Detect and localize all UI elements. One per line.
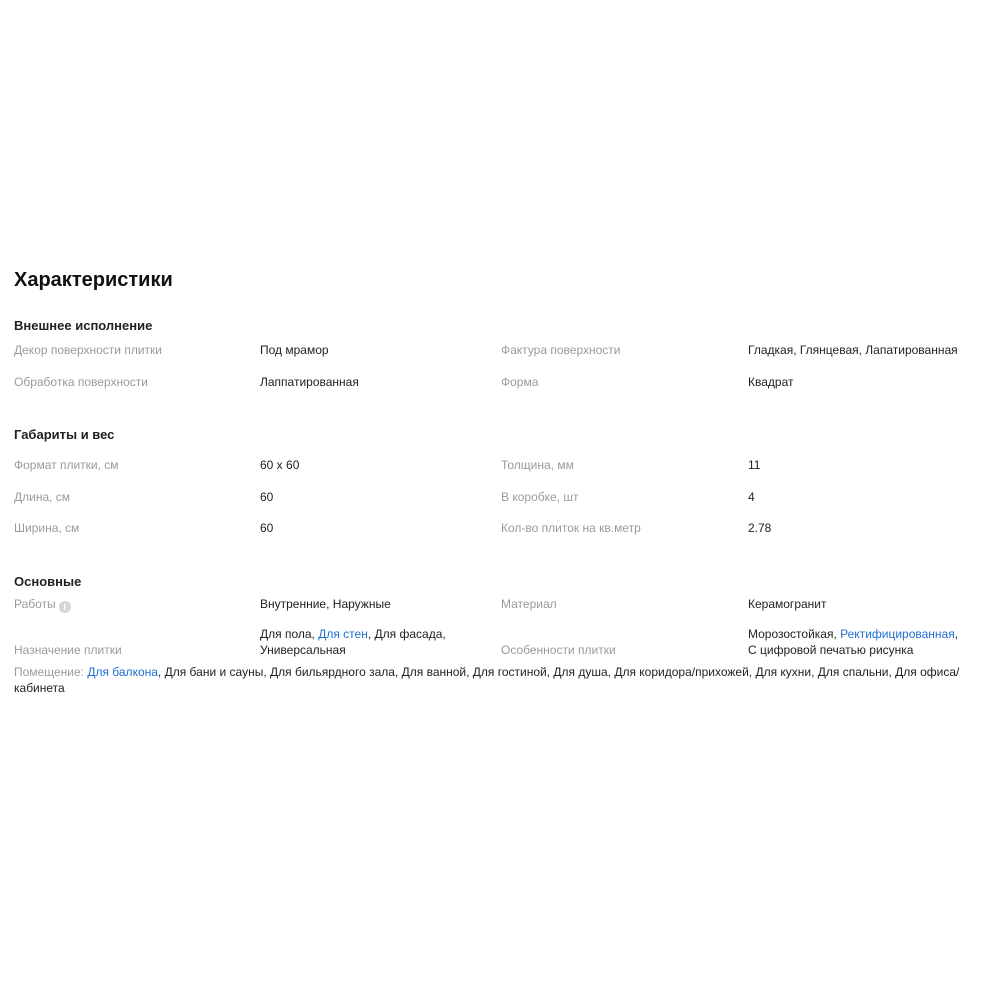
spec-row [14, 520, 986, 552]
spec-value: 60 [260, 489, 274, 504]
purpose-link-walls[interactable]: Для стен [318, 626, 368, 641]
spec-value: Лаппатированная [260, 374, 359, 389]
works-label: Работы [14, 596, 56, 611]
spec-label: Особенности плитки [501, 642, 616, 657]
spec-value: 60 x 60 [260, 458, 300, 472]
purpose-text: Универсальная [260, 642, 346, 657]
spec-label: Фактура поверхности [501, 343, 621, 357]
spec-label: Материал [501, 596, 557, 611]
spec-value: Внутренние, Наружные [260, 596, 391, 611]
spec-row [14, 457, 986, 489]
spec-row [14, 374, 986, 406]
features-text: Морозостойкая, [748, 626, 841, 641]
purpose-text: , Для фасада, [367, 626, 446, 641]
section-dimensions [14, 425, 986, 552]
spec-row [14, 596, 986, 626]
spec-value: 2.78 [748, 521, 772, 535]
spec-value: 11 [748, 458, 761, 472]
spec-label: Обработка поверхности [14, 374, 148, 389]
spec-label: Декор поверхности плитки [14, 343, 162, 357]
info-icon[interactable]: i [59, 601, 71, 613]
spec-row [14, 489, 986, 521]
spec-row [14, 626, 986, 664]
room-label: Помещение: [14, 664, 84, 679]
room-link-balcony[interactable]: Для балкона [87, 664, 158, 679]
section-title: Основные [14, 573, 82, 589]
page-title: Характеристики [14, 269, 173, 291]
features-text: С цифровой печатью рисунка [748, 642, 914, 657]
spec-label: Формат плитки, см [14, 458, 119, 472]
room-row [14, 664, 974, 696]
spec-value: Керамогранит [748, 596, 827, 611]
spec-label: Форма [501, 374, 539, 389]
spec-value: Гладкая, Глянцевая, Лапатированная [748, 343, 958, 357]
spec-value: 60 [260, 521, 274, 535]
spec-label: Ширина, см [14, 521, 80, 535]
spec-label: В коробке, шт [501, 489, 579, 504]
purpose-text: Для пола, [260, 626, 319, 641]
section-title: Габариты и вес [14, 427, 115, 442]
spec-label: Толщина, мм [501, 458, 574, 472]
spec-label: Назначение плитки [14, 642, 122, 657]
spec-label: Длина, см [14, 489, 71, 504]
features-text: , [954, 626, 959, 641]
spec-label: Кол-во плиток на кв.метр [501, 521, 641, 535]
spec-value [748, 626, 988, 658]
section-title: Внешнее исполнение [14, 318, 153, 333]
spec-value: Под мрамор [260, 343, 329, 357]
spec-row [14, 342, 986, 374]
characteristics-panel [14, 266, 986, 696]
spec-label [14, 596, 71, 613]
features-link-rectified[interactable]: Ректифицированная [840, 626, 955, 641]
spec-value: 4 [748, 489, 755, 504]
spec-value: Квадрат [748, 374, 794, 389]
section-main [14, 572, 986, 696]
section-exterior [14, 316, 986, 405]
room-values: , Для бани и сауны, Для бильярдного зала, Для ванной, Для гостиной, Для душа, Для коридора/прихожей, Для кухни, Для спальни, Для офиса/кабинета [14, 664, 960, 695]
spec-value [260, 626, 490, 658]
